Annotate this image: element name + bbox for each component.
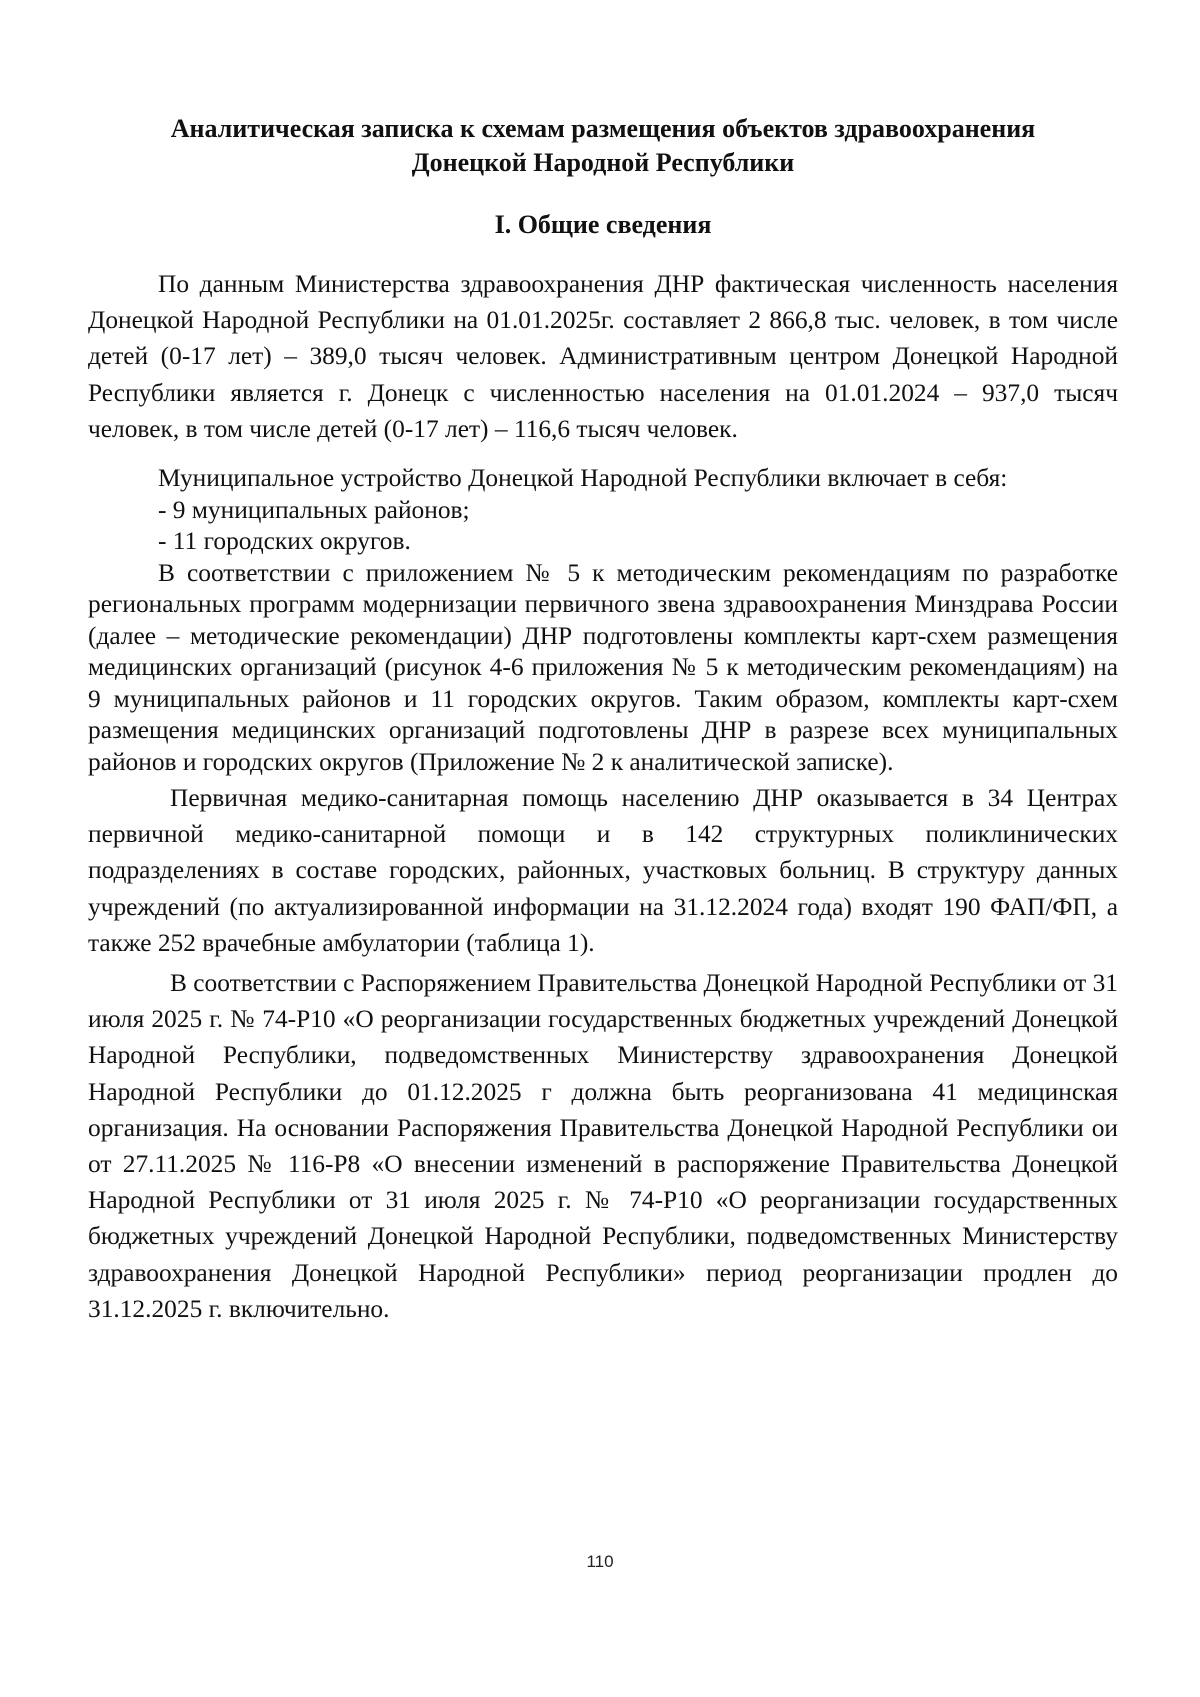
paragraph-primary-care: Первичная медико-санитарная помощь населению ДНР оказывается в 34 Центрах первичной медико-санитарной помощи и в 142 структурных поликлинических подразделениях в составе городских, районных, участковых больниц. В структуру данных учреждений (по актуализированной информации на 31.12.2024 года) входят 190 ФАП/ФП, а также 252 врачебные амбулатории (таблица 1). [88, 784, 1118, 957]
list-item-city-districts: - 11 городских округов. [158, 527, 411, 556]
paragraph-map-schemes: В соответствии с приложением № 5 к методическим рекомендациям по разработке региональных программ модернизации первичного звена здравоохранения Минздрава России (далее – методические рекомендации) ДНР подготовлены комплекты карт-схем размещения медицинских организаций (рисунок 4-6 приложения № 5 к методическим рекомендациям) на 9 муниципальных районов и 11 городских округов. Таким образом, комплекты карт-схем размещения медицинских организаций подготовлены ДНР в разрезе всех муниципальных районов и городских округов (Приложение № 2 к аналитической записке). [88, 558, 1118, 776]
paragraph-municipal-structure: Муниципальное устройство Донецкой Народной Республики включает в себя: [158, 464, 1008, 493]
title-line-2: Донецкой Народной Республики [411, 148, 795, 177]
list-item-districts: - 9 муниципальных районов; [158, 495, 470, 524]
section-heading: I. Общие сведения [494, 210, 712, 239]
page-number: 110 [586, 1552, 614, 1571]
title-line-1: Аналитическая записка к схемам размещения объектов здравоохранения [170, 114, 1036, 143]
paragraph-population: По данным Министерства здравоохранения ДНР фактическая численность населения Донецкой Народной Республики на 01.01.2025г. составляет 2 866,8 тыс. человек, в том числе детей (0-17 лет) – 389,0 тысяч человек. Административным центром Донецкой Народной Республики является г. Донецк с численностью населения на 01.01.2024 – 937,0 тысяч человек, в том числе детей (0-17 лет) – 116,6 тысяч человек. [88, 270, 1118, 443]
document-body [88, 112, 1118, 1327]
document-title [88, 112, 1118, 180]
paragraph-reorganization: В соответствии с Распоряжением Правительства Донецкой Народной Республики от 31 июля 2025 г. № 74-Р10 «О реорганизации государственных бюджетных учреждений Донецкой Народной Республики, подведомственных Министерству здравоохранения Донецкой Народной Республики до 01.12.2025 г должна быть реорганизована 41 медицинская организация. На основании Распоряжения Правительства Донецкой Народной Республики ои от 27.11.2025 № 116-Р8 «О внесении изменений в распоряжение Правительства Донецкой Народной Республики от 31 июля 2025 г. № 74-Р10 «О реорганизации государственных бюджетных учреждений Донецкой Народной Республики, подведомственных Министерству здравоохранения Донецкой Народной Республики» период реорганизации продлен до 31.12.2025 г. включительно. [88, 969, 1118, 1323]
